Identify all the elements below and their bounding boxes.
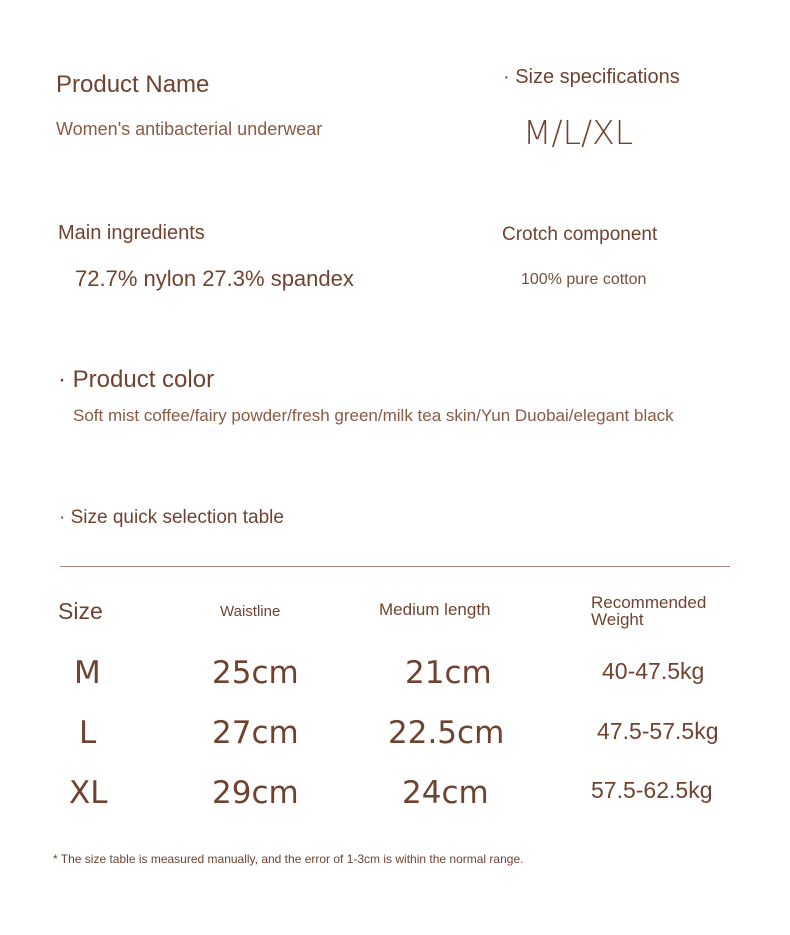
product-color-label: · Product color [58, 366, 215, 393]
crotch-component-value: 100% pure cotton [521, 271, 647, 288]
main-ingredients-value: 72.7% nylon 27.3% spandex [75, 266, 354, 291]
row-xl-waistline: 29cm [212, 775, 299, 811]
header-size: Size [58, 598, 103, 624]
size-table-note: * The size table is measured manually, and the error of 1-3cm is within the normal range. [53, 852, 524, 866]
row-m-weight: 40-47.5kg [602, 658, 705, 684]
size-specs-label: · Size specifications [503, 66, 680, 88]
product-name-value: Women's antibacterial underwear [56, 119, 323, 139]
row-m-waistline: 25cm [212, 655, 299, 691]
row-xl-weight: 57.5-62.5kg [591, 777, 713, 803]
header-waistline: Waistline [220, 603, 281, 620]
header-weight-line2: Weight [591, 610, 644, 629]
row-xl-size: XL [69, 775, 108, 811]
row-m-length: 21cm [405, 655, 492, 691]
header-medium-length: Medium length [379, 600, 491, 619]
row-l-weight: 47.5-57.5kg [597, 718, 719, 744]
row-m-size: M [74, 655, 101, 691]
row-l-length: 22.5cm [388, 715, 505, 751]
product-color-value: Soft mist coffee/fairy powder/fresh green/milk tea skin/Yun Duobai/elegant black [73, 406, 674, 425]
main-ingredients-label: Main ingredients [58, 222, 205, 244]
header-recommended-weight [591, 594, 706, 628]
row-l-size: L [79, 715, 97, 751]
header-weight-line1: Recommended [591, 593, 707, 612]
product-name-label: Product Name [56, 71, 210, 98]
crotch-component-label: Crotch component [502, 224, 658, 245]
row-l-waistline: 27cm [212, 715, 299, 751]
size-specs-value: M/L/XL [523, 113, 634, 152]
row-xl-length: 24cm [402, 775, 489, 811]
size-table-title: · Size quick selection table [59, 507, 284, 528]
table-divider [60, 566, 730, 567]
